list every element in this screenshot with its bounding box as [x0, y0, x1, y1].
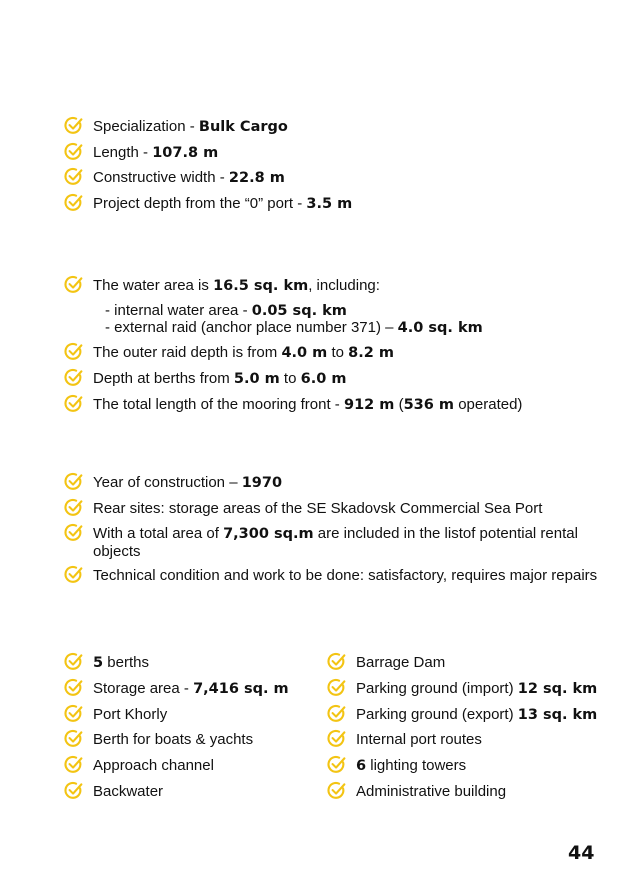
check-circle-icon — [63, 564, 84, 585]
list-item: Administrative building — [326, 783, 616, 801]
check-circle-icon — [63, 522, 84, 543]
list-item: Length - 107.8 m — [63, 144, 603, 162]
construction-year-item: Year of construction – 1970 — [63, 474, 603, 492]
check-circle-icon — [63, 141, 84, 162]
check-circle-icon — [63, 677, 84, 698]
check-circle-icon — [326, 728, 347, 749]
rear-sites-item: Rear sites: storage areas of the SE Skadovsk Commercial Sea Port — [63, 500, 603, 517]
list-item: Berth for boats & yachts — [63, 731, 323, 749]
berth-depth-item: Depth at berths from 5.0 m to 6.0 m — [63, 370, 603, 388]
check-circle-icon — [63, 651, 84, 672]
check-circle-icon — [63, 703, 84, 724]
check-circle-icon — [326, 780, 347, 801]
check-circle-icon — [326, 677, 347, 698]
total-area-item: With a total area of 7,300 sq.m are included in the listof potential rental objects — [63, 525, 603, 560]
check-circle-icon — [63, 367, 84, 388]
list-item: Barrage Dam — [326, 654, 616, 672]
list-item: Specialization - Bulk Cargo — [63, 118, 603, 136]
list-item: Parking ground (import) 12 sq. km — [326, 680, 616, 698]
check-circle-icon — [326, 754, 347, 775]
list-item: 6 lighting towers — [326, 757, 616, 775]
list-item: Approach channel — [63, 757, 323, 775]
water-area-item: The water area is 16.5 sq. km, including: — [63, 277, 603, 295]
check-circle-icon — [63, 754, 84, 775]
check-circle-icon — [63, 393, 84, 414]
sub-item-external: - external raid (anchor place number 371) – 4.0 sq. km — [105, 319, 483, 336]
check-circle-icon — [63, 341, 84, 362]
technical-condition-item: Technical condition and work to be done: satisfactory, requires major repairs — [63, 567, 603, 584]
sub-item-internal: - internal water area - 0.05 sq. km — [105, 302, 347, 319]
check-circle-icon — [63, 115, 84, 136]
list-item: Port Khorly — [63, 706, 323, 724]
raid-depth-item: The outer raid depth is from 4.0 m to 8.2 m — [63, 344, 603, 362]
check-circle-icon — [326, 703, 347, 724]
check-circle-icon — [63, 166, 84, 187]
list-item: Parking ground (export) 13 sq. km — [326, 706, 616, 724]
check-circle-icon — [326, 651, 347, 672]
list-item: 5 berths — [63, 654, 323, 672]
check-circle-icon — [63, 780, 84, 801]
page-number: 44 — [568, 842, 595, 864]
check-circle-icon — [63, 274, 84, 295]
list-item: Backwater — [63, 783, 323, 801]
mooring-front-item: The total length of the mooring front - 912 m (536 m operated) — [63, 396, 603, 414]
list-item: Project depth from the “0” port - 3.5 m — [63, 195, 603, 213]
check-circle-icon — [63, 497, 84, 518]
check-circle-icon — [63, 192, 84, 213]
list-item: Constructive width - 22.8 m — [63, 169, 603, 187]
check-circle-icon — [63, 728, 84, 749]
check-circle-icon — [63, 471, 84, 492]
list-item: Storage area - 7,416 sq. m — [63, 680, 323, 698]
list-item: Internal port routes — [326, 731, 616, 749]
